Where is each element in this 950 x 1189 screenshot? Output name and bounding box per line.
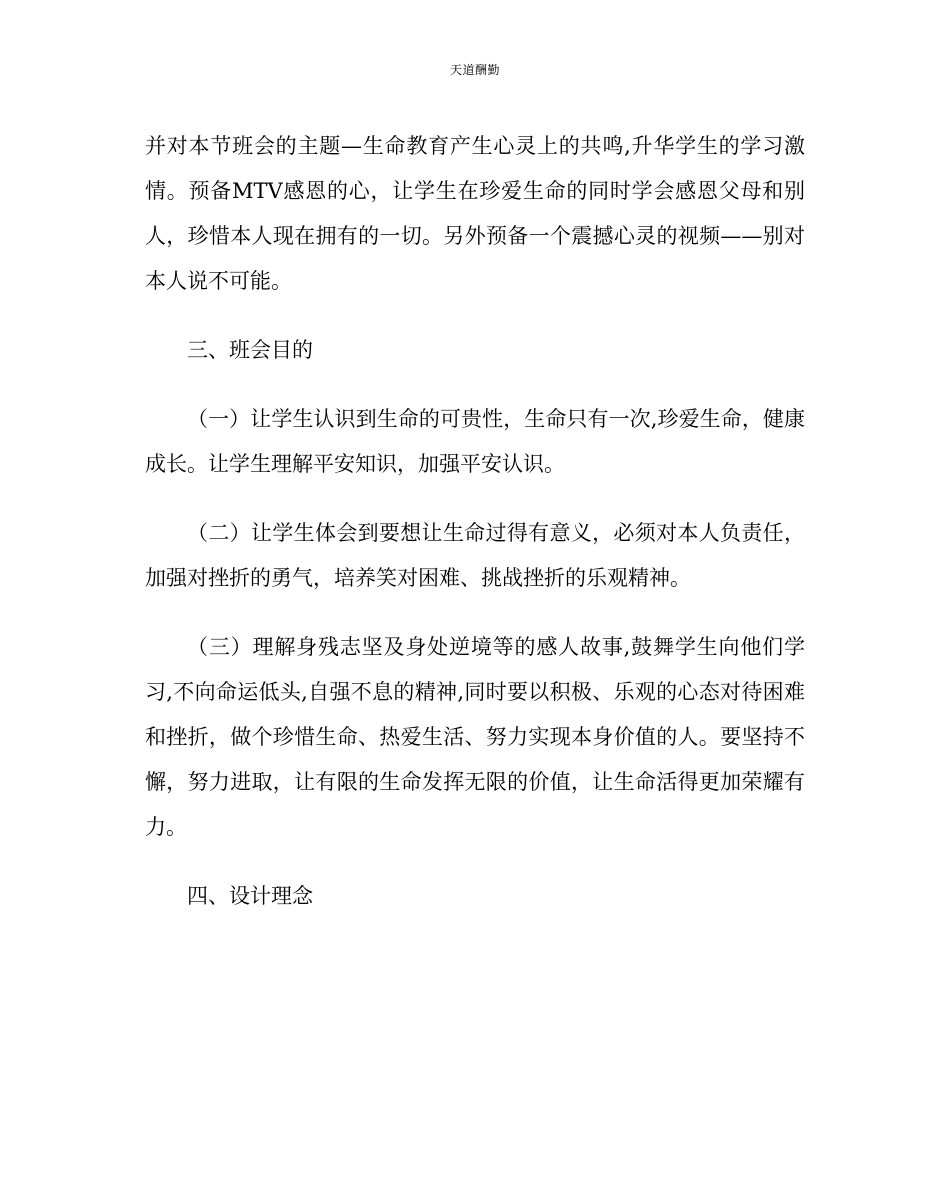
paragraph-goal-1: （一）让学生认识到生命的可贵性，生命只有一次,珍爱生命，健康成长。让学生理解平安知识，加强平安认识。 xyxy=(145,407,805,476)
paragraph-goal-3: （三）理解身残志坚及身处逆境等的感人故事,鼓舞学生向他们学习,不向命运低头,自强不息的精神,同时要以积极、乐观的心态对待困难和挫折，做个珍惜生命、热爱生活、努力实现本身价值的人。要坚持不懈，努力进取，让有限的生命发挥无限的价值，让生命活得更加荣耀有力。 xyxy=(145,635,805,839)
document-body xyxy=(145,124,805,943)
page-header: 天道酬勤 xyxy=(449,63,500,77)
section-heading-design-concept: 四、设计理念 xyxy=(187,884,313,908)
section-heading-class-goals: 三、班会目的 xyxy=(187,338,313,362)
paragraph-goal-2: （二）让学生体会到要想让生命过得有意义，必须对本人负责任，加强对挫折的勇气，培养笑对困难、挑战挫折的乐观精神。 xyxy=(145,521,805,590)
paragraph-intro: 并对本节班会的主题—生命教育产生心灵上的共鸣,升华学生的学习激情。预备MTV感恩的心，让学生在珍爱生命的同时学会感恩父母和别人，珍惜本人现在拥有的一切。另外预备一个震撼心灵的视频——别对本人说不可能。 xyxy=(145,134,805,293)
